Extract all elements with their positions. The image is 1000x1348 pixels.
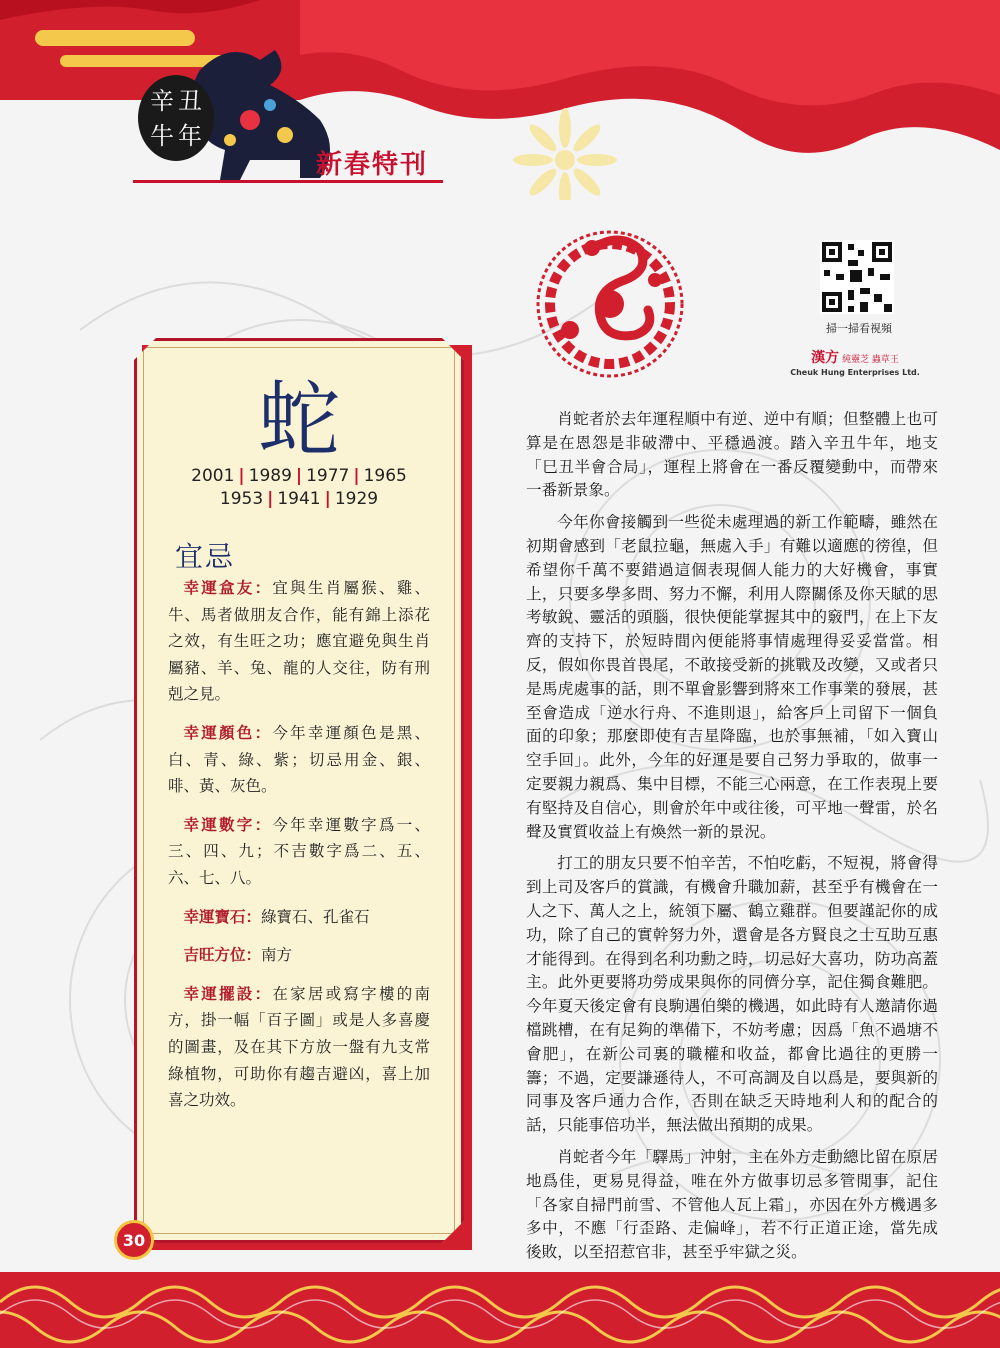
item-label: 幸運數字： [183,815,273,834]
years-line-1: 2001 | 1989 | 1977 | 1965 [191,466,407,486]
card-item [168,942,430,969]
item-text: 今年幸運顏色是黑、白、青、綠、紫；切忌用金、銀、啡、黃、灰色。 [168,723,430,796]
zodiac-character: 蛇 [257,373,340,468]
card-item [168,812,430,892]
item-text: 今年幸運數字爲一、三、四、九；不吉數字爲二、五、六、七、八。 [168,815,430,887]
title-underline [133,180,443,183]
card-item [168,575,430,708]
zodiac-years [134,465,464,511]
year: 1929 [334,489,379,509]
snake-paper-cut-icon [530,220,690,380]
year: 2001 [191,466,235,486]
item-text: 綠寶石、孔雀石 [261,907,370,926]
article-paragraph: 今年你會接觸到一些從未處理過的新工作範疇，雖然在初期會感到「老鼠拉龜，無處入手」有難以適應的徬徨，但希望你千萬不要錯過這個表現個人能力的大好機會，事實上，只要多學多問、努力不懈，利用人際關係及你天賦的思考敏銳、靈活的頭腦，很快便能掌握其中的竅門，在上下友齊的支持下，於短時間內便能將事情處理得妥妥當當。相反，假如你畏首畏尾，不敢接受新的挑戰及改變，又或者只是馬虎處事的話，則不單會影響到將來工作事業的發展，甚至會造成「逆水行舟、不進則退」，給客戶上司留下一個負面的印象；那麼即使有吉星降臨，也於事無補，「如入寶山空手回」。此外，今年的好運是要自己努力爭取的，做事一定要親力親爲、集中目標，不能三心兩意，在工作表現上要有堅持及自信心，則會於年中或往後，可平地一聲雷，於名聲及實質收益上有煥然一新的景況。 [526,513,938,841]
card-item [168,720,430,800]
year: 1977 [306,466,350,486]
item-label: 幸運寶石： [183,907,262,926]
year: 1953 [219,489,264,509]
item-text: 南方 [261,946,293,965]
year-seal [138,75,214,161]
article-paragraph: 肖蛇者今年「驛馬」沖射，主在外方走動總比留在原居地爲佳，更易見得益，唯在外方做事切忌多管閒事，記住「各家自掃門前雪、不管他人瓦上霜」，亦因在外方機遇多多中，不應「行歪路、走偏峰」，若不行正道正途，當先成後敗，以至招惹官非，甚至乎牢獄之災。 [526,1147,938,1262]
years-line-2: 1953 | 1941 | 1929 [219,489,379,509]
item-label: 幸運擺設： [183,984,273,1003]
seal-char: 牛 [150,121,174,150]
year: 1965 [363,466,407,486]
card-item [168,981,430,1114]
card-item [168,904,430,931]
sponsor-english-name: Cheuk Hung Enterprises Ltd. [790,368,920,377]
item-text: 在家居或寫字樓的南方，掛一幅「百子圖」或是人多喜慶的圖畫，及在其下方放一盤有九支常綠植物，可助你有趨吉避凶，喜上加喜之功效。 [168,984,430,1110]
article-body [526,408,938,1273]
page-number: 30 [114,1220,154,1260]
article-paragraph: 打工的朋友只要不怕辛苦，不怕吃虧，不短視，將會得到上司及客戶的賞識，有機會升職加薪，甚至乎有機會在一人之下、萬人之上，統領下屬、鶴立雞群。但要謹記你的成功，除了自己的實幹努力外，還會是各方賢良之士互助互惠才能得到。在得到名利功勳之時，切忌好大喜功，防功高蓋主。此外更要將功勞成果與你的同儕分享，記住獨食難肥。今年夏天後定會有良駒遇伯樂的機遇，如此時有人邀請你過檔跳槽，在有足夠的準備下，不妨考慮；因爲「魚不過塘不會肥」，在新公司裏的職權和收益，都會比過往的更勝一籌；不過，定要謙遜待人，不可高調及自以爲是，要與新的同事及客戶通力合作，否則在缺乏天時地利人和的配合的話，只能事倍功半，無法做出預期的成果。 [526,854,938,1135]
seal-char: 年 [178,121,202,150]
year: 1941 [277,489,321,509]
article-paragraph: 肖蛇者於去年運程順中有逆、逆中有順；但整體上也可算是在恩怨是非破滯中、平穩過渡。踏入辛丑牛年，地支「巳丑半會合局」，運程上將會在一番反覆變動中，而帶來一番新景象。 [526,410,938,500]
qr-code-icon[interactable] [820,240,894,314]
qr-caption: 掃一掃看視頻 [826,322,892,335]
special-issue-title: 新春特刊 [316,150,429,180]
item-text: 宜與生肖屬猴、雞、牛、馬者做朋友合作，能有錦上添花之效，有生旺之功；應宜避免與生肖屬豬、羊、兔、龍的人交往，防有刑剋之見。 [168,579,430,704]
seal-char: 辛 [150,86,174,115]
item-label: 幸運顏色： [183,723,273,742]
seal-char: 丑 [178,86,202,115]
sponsor-logo [790,347,920,377]
card-items [168,575,430,1126]
print-color-marks [0,0,6,60]
sponsor-tagline: 純靈芝 蟲草王 [842,355,899,365]
item-label: 幸運盒友： [183,579,273,597]
section-title: 宜忌 [175,540,236,573]
item-label: 吉旺方位： [183,946,262,965]
sponsor-name: 漢方 [811,350,840,366]
bottom-wave-border [0,1272,1000,1348]
year: 1989 [248,466,292,486]
